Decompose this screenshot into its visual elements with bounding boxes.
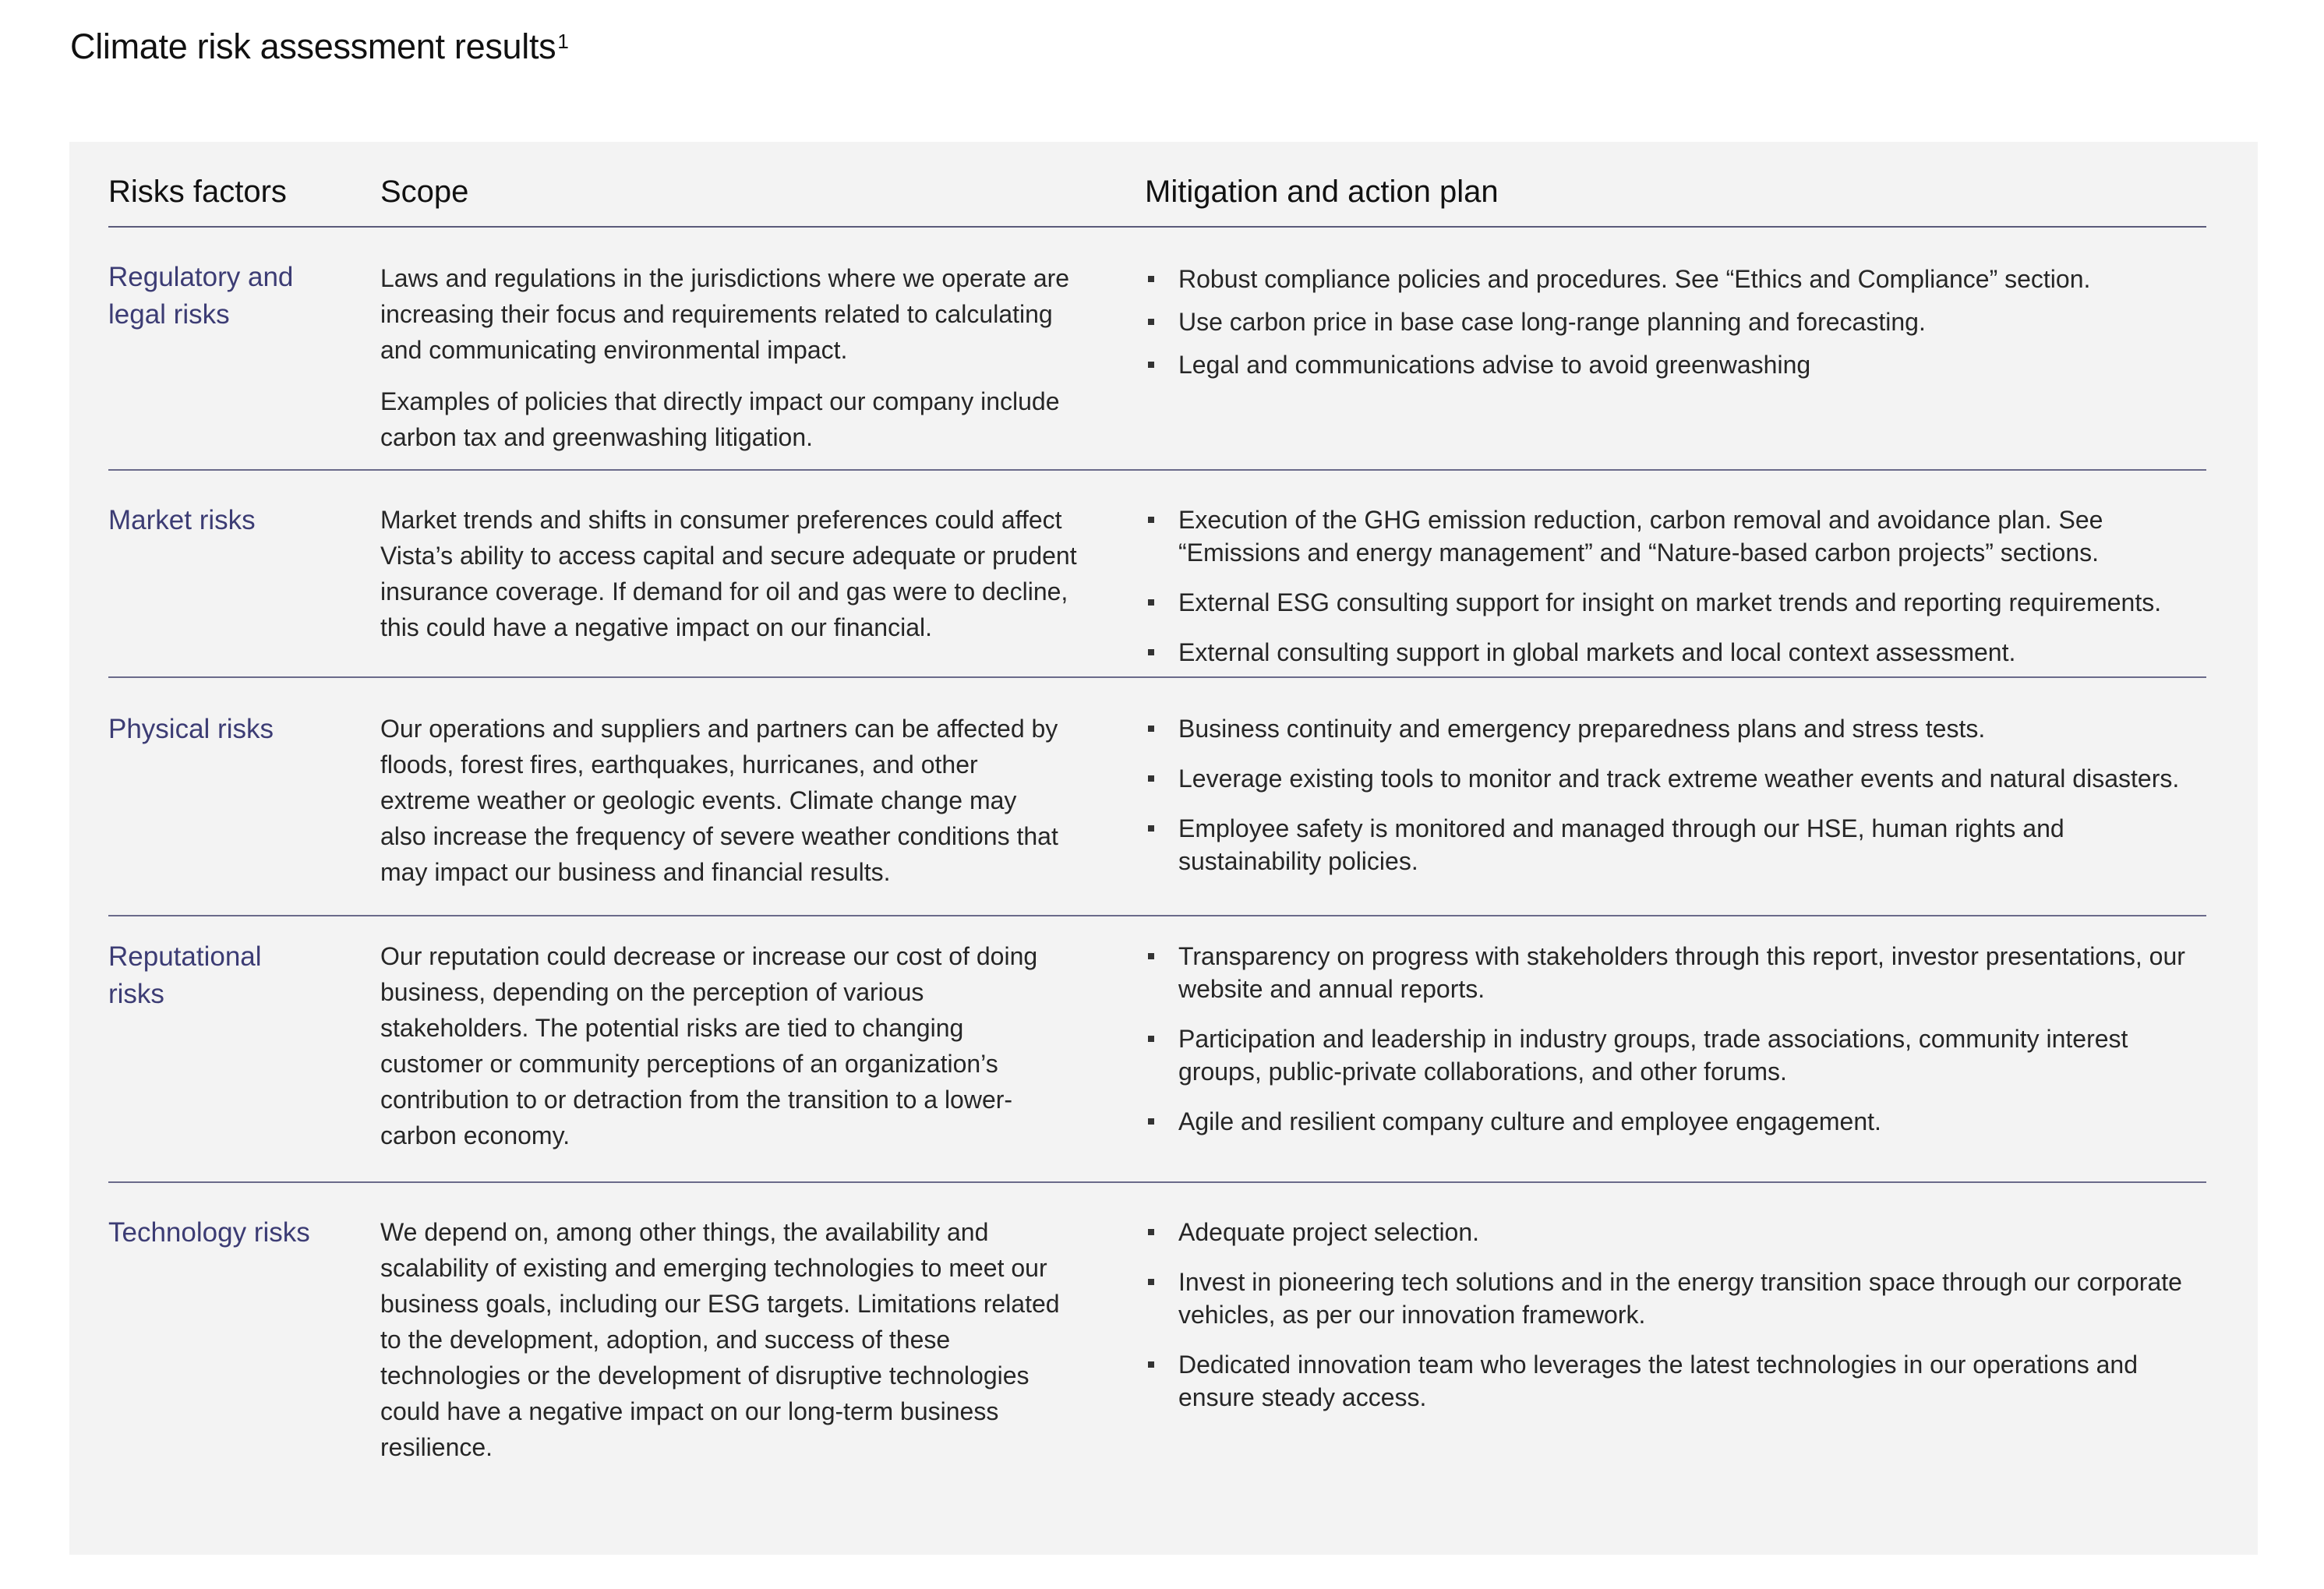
mitigation-list [1145, 712, 2206, 895]
mitigation-text: External ESG consulting support for insight on market trends and reporting requirements. [1178, 588, 2162, 616]
table-row-market [108, 471, 2206, 678]
mitigation-list [1145, 940, 2206, 1155]
mitigation-item [1145, 636, 2206, 669]
mitigation-item [1145, 503, 2206, 569]
table-header-row [108, 164, 2206, 228]
scope-paragraph: Our reputation could decrease or increase our cost of doing business, depending on the perception of various stakeholders. The potential risks are tied to changing customer or community perceptions of an organization’s contribution to or detraction from the transition to a lower- carbon economy. [380, 942, 1038, 1149]
scope-cell [380, 1214, 1066, 1481]
bullet-icon [1148, 1361, 1154, 1368]
scope-paragraph: Our operations and suppliers and partners can be affected by floods, forest fires, earthquakes, hurricanes, and other extreme weather or geologic events. Climate change may also increase the frequency of severe weather conditions that may impact our business and financial results. [380, 715, 1058, 886]
mitigation-item [1145, 1216, 2206, 1248]
table-row-reputational [108, 916, 2206, 1183]
scope-paragraph: Examples of policies that directly impact our company include carbon tax and greenwashing litigation. [380, 387, 1060, 451]
header-scope: Scope [380, 175, 469, 209]
mitigation-item [1145, 762, 2206, 795]
mitigation-item [1145, 1105, 2206, 1138]
mitigation-text: Robust compliance policies and procedures. See “Ethics and Compliance” section. [1178, 265, 2091, 293]
mitigation-item [1145, 263, 2206, 295]
header-mitigation: Mitigation and action plan [1145, 175, 1499, 209]
bullet-icon [1148, 599, 1154, 606]
scope-cell [380, 260, 1097, 471]
mitigation-item [1145, 305, 2206, 338]
bullet-icon [1148, 825, 1154, 832]
mitigation-list [1145, 263, 2206, 398]
mitigation-text: Leverage existing tools to monitor and track extreme weather events and natural disasters. [1178, 764, 2180, 793]
mitigation-text: Legal and communications advise to avoid greenwashing [1178, 351, 1811, 379]
risk-table [108, 164, 2206, 1495]
mitigation-item [1145, 348, 2206, 381]
bullet-icon [1148, 362, 1154, 368]
mitigation-text: Adequate project selection. [1178, 1218, 1480, 1246]
risk-name: Technology risks [108, 1217, 310, 1248]
scope-paragraph: Market trends and shifts in consumer preferences could affect Vista’s ability to access capital and secure adequate or prudent insurance coverage. If demand for oil and gas were to decline, this could have a negative impact on our financial. [380, 506, 1077, 641]
mitigation-text: Agile and resilient company culture and employee engagement. [1178, 1107, 1881, 1135]
scope-cell [380, 711, 1066, 906]
mitigation-item [1145, 812, 2206, 877]
title-footnote-marker: 1 [557, 30, 569, 53]
mitigation-list [1145, 1216, 2206, 1431]
mitigation-text: Dedicated innovation team who leverages the latest technologies in our operations and ensure steady access. [1178, 1351, 2139, 1411]
table-row-physical [108, 678, 2206, 916]
bullet-icon [1148, 953, 1154, 959]
mitigation-list [1145, 503, 2206, 686]
mitigation-text: Transparency on progress with stakeholders through this report, investor presentations, our website and annual reports. [1178, 942, 2185, 1003]
bullet-icon [1148, 649, 1154, 655]
scope-paragraph: We depend on, among other things, the availability and scalability of existing and emerging technologies to meet our business goals, including our ESG targets. Limitations related to the development, adoption, and success of these technologies or the development of disruptive technologies could have a negative impact on our long-term business resilience. [380, 1218, 1060, 1461]
mitigation-text: Use carbon price in base case long-range planning and forecasting. [1178, 308, 1926, 336]
mitigation-item [1145, 1022, 2206, 1088]
risk-name: Market risks [108, 505, 256, 535]
risk-name: Physical risks [108, 714, 274, 744]
page-title [70, 26, 569, 67]
scope-cell [380, 502, 1082, 661]
bullet-icon [1148, 726, 1154, 732]
bullet-icon [1148, 1279, 1154, 1285]
bullet-icon [1148, 1036, 1154, 1042]
bullet-icon [1148, 319, 1154, 325]
page-title-text: Climate risk assessment results [70, 26, 556, 66]
mitigation-item [1145, 586, 2206, 619]
table-row-regulatory [108, 228, 2206, 471]
mitigation-text: External consulting support in global markets and local context assessment. [1178, 638, 2016, 666]
risk-name: Reputational risks [108, 941, 262, 1009]
bullet-icon [1148, 1118, 1154, 1125]
mitigation-item [1145, 1266, 2206, 1331]
mitigation-item [1145, 940, 2206, 1005]
mitigation-text: Employee safety is monitored and managed through our HSE, human rights and sustainability policies. [1178, 814, 2064, 875]
mitigation-text: Participation and leadership in industry groups, trade associations, community interest groups, public-private collaborations, and other forums. [1178, 1025, 2128, 1086]
bullet-icon [1148, 1229, 1154, 1235]
table-row-technology [108, 1183, 2206, 1495]
header-risk-factors: Risks factors [108, 175, 287, 209]
mitigation-text: Business continuity and emergency preparedness plans and stress tests. [1178, 715, 1986, 743]
mitigation-item [1145, 1348, 2206, 1414]
bullet-icon [1148, 775, 1154, 782]
risk-table-panel [69, 142, 2258, 1555]
bullet-icon [1148, 276, 1154, 282]
scope-cell [380, 938, 1051, 1169]
mitigation-item [1145, 712, 2206, 745]
risk-name: Regulatory and legal risks [108, 262, 294, 330]
mitigation-text: Invest in pioneering tech solutions and in the energy transition space through our corporate vehicles, as per our innovation framework. [1178, 1268, 2182, 1329]
mitigation-text: Execution of the GHG emission reduction, carbon removal and avoidance plan. See “Emissions and energy management” and “Nature-based carbon projects” sections. [1178, 506, 2103, 567]
bullet-icon [1148, 517, 1154, 523]
scope-paragraph: Laws and regulations in the jurisdictions where we operate are increasing their focus and requirements related to calculating and communicating environmental impact. [380, 264, 1070, 364]
